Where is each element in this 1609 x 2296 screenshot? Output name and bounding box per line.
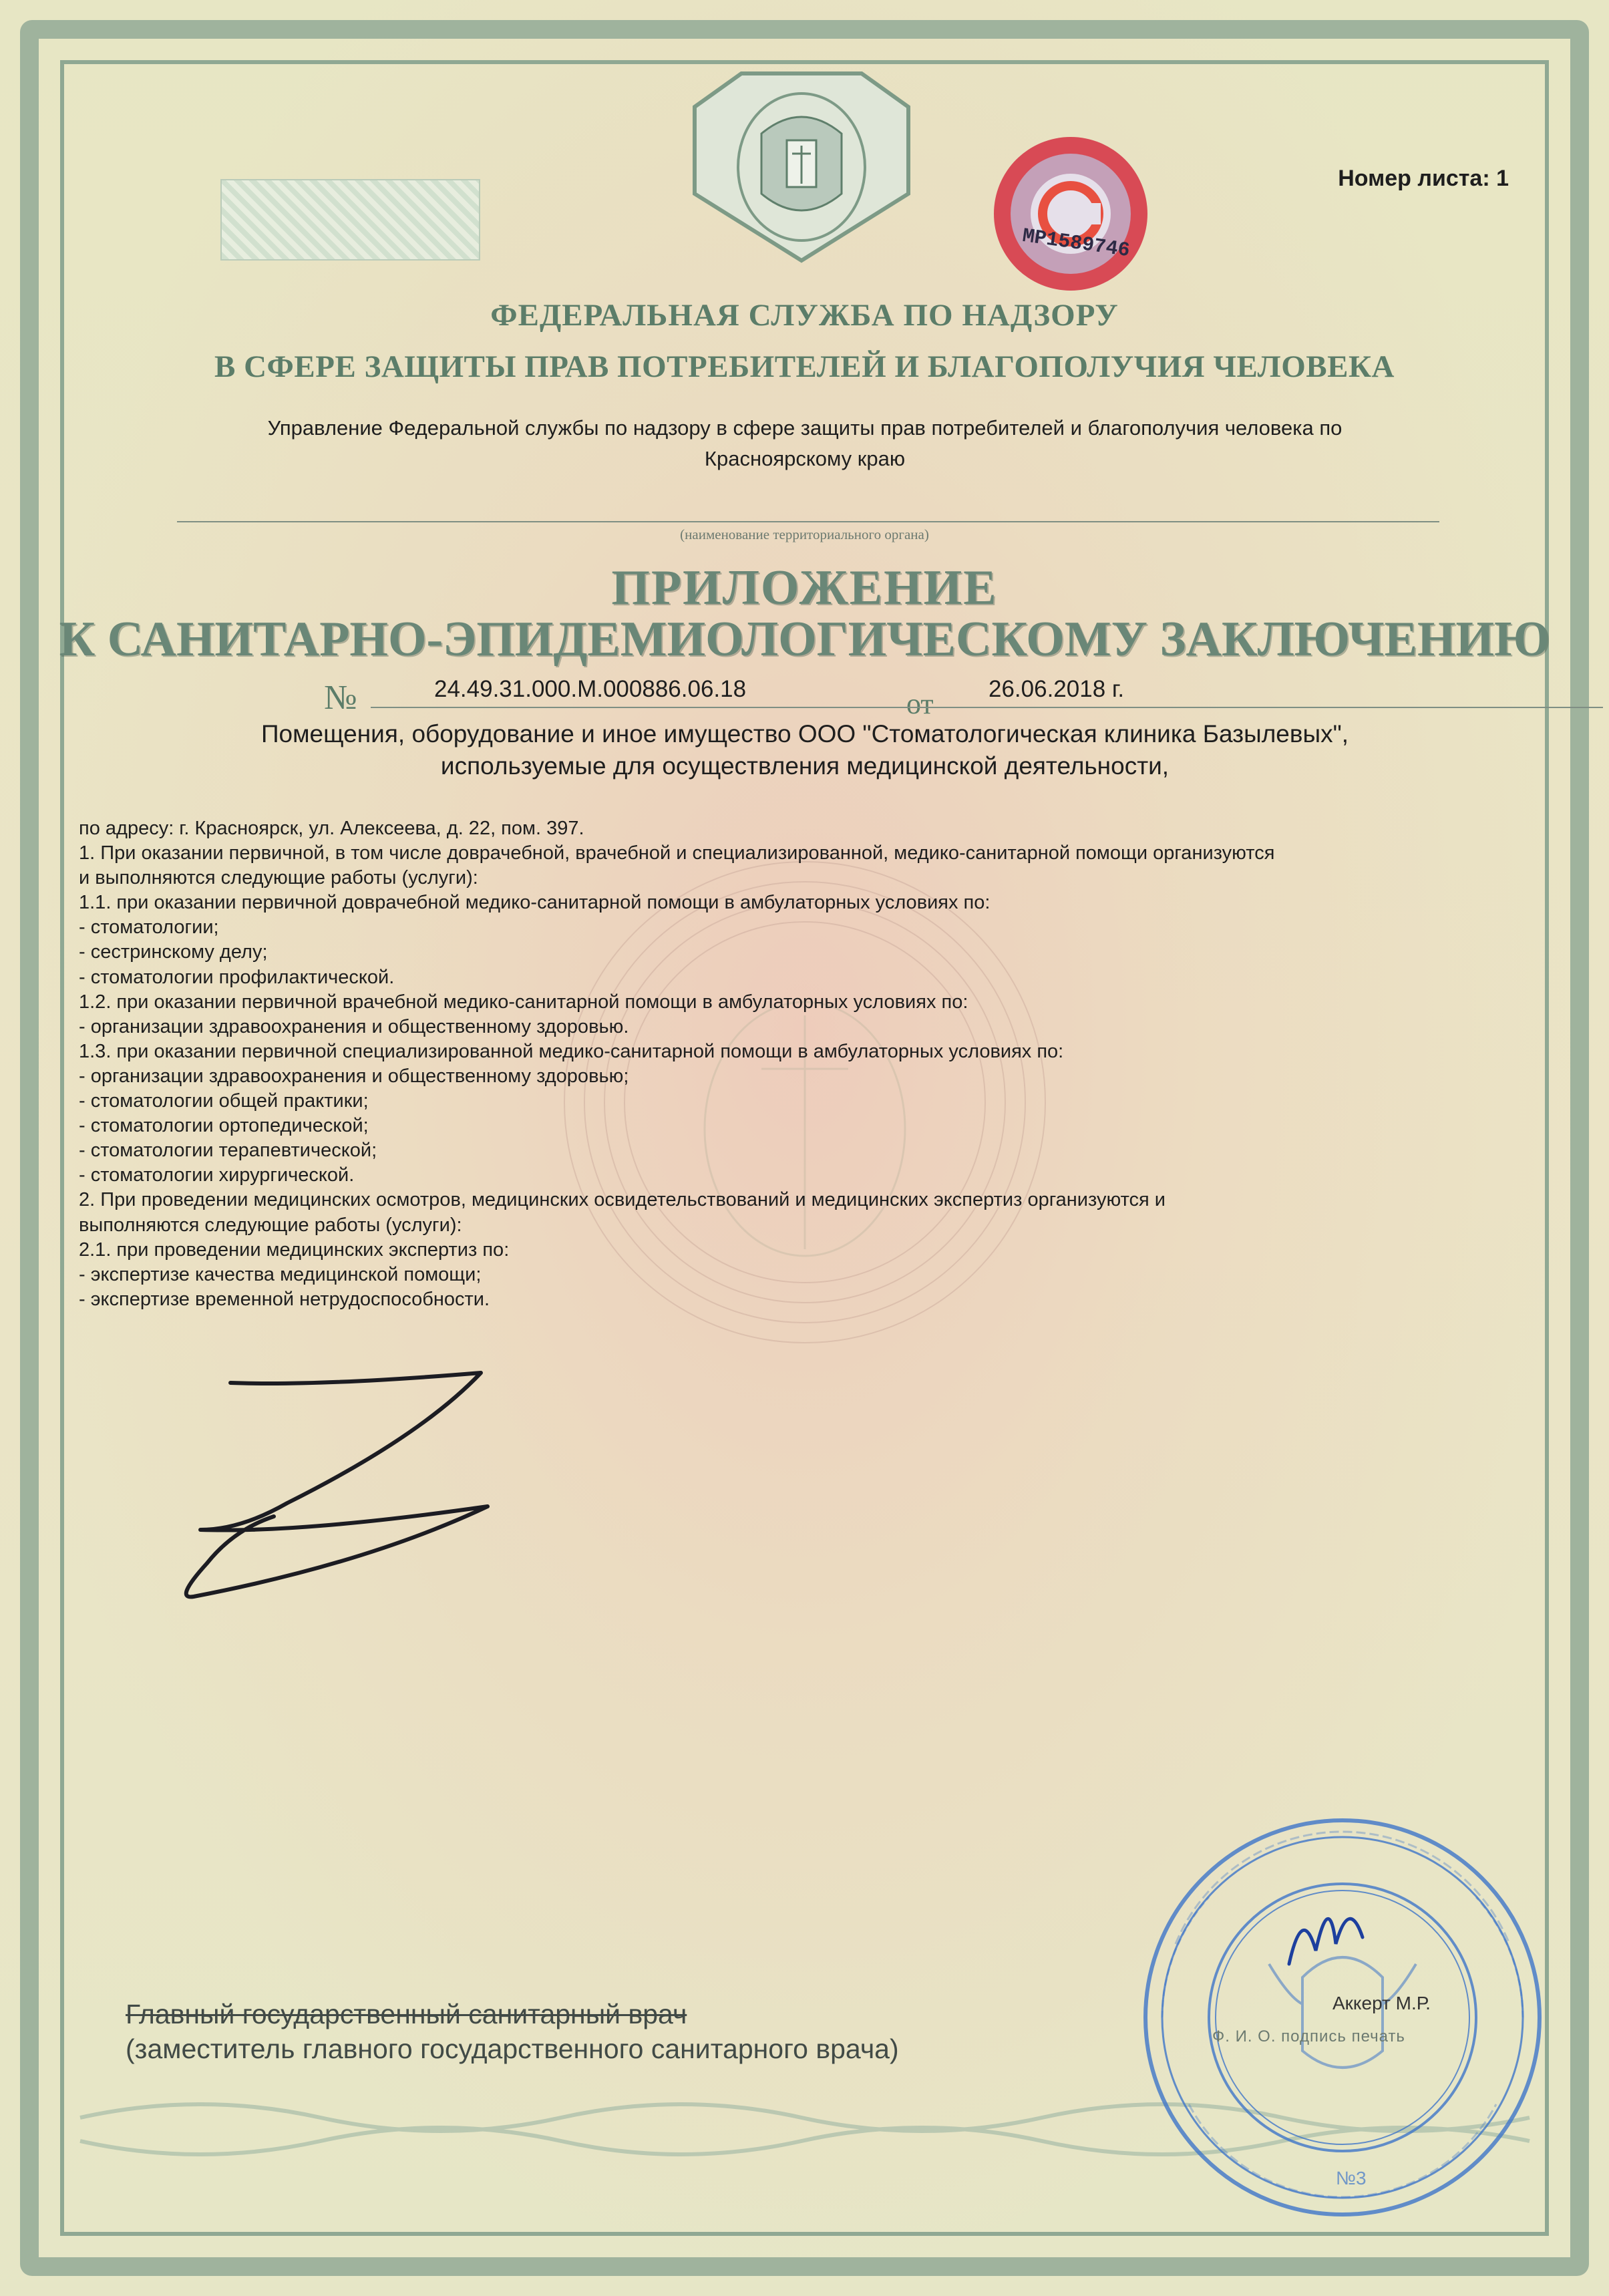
service-line: - экспертизе временной нетрудоспособности. [79, 1288, 490, 1310]
service-line: - организации здравоохранения и общественному здоровью. [79, 1015, 629, 1037]
hologram-number: MP1589746 [1021, 224, 1131, 263]
territorial-department [167, 413, 1443, 474]
service-line: - стоматологии профилактической. [79, 966, 395, 988]
service-line: выполняются следующие работы (услуги): [79, 1214, 462, 1236]
security-hologram-strip [220, 179, 480, 261]
department-line-1: Управление Федеральной службы по надзору в сфере защиты прав потребителей и благополучия человека по [267, 416, 1343, 440]
service-line: - организации здравоохранения и общественному здоровью; [79, 1065, 629, 1087]
service-line: 1.2. при оказании первичной врачебной медико-санитарной помощи в амбулаторных условиях по: [79, 991, 968, 1013]
service-line: 1.1. при оказании первичной доврачебной медико-санитарной помощи в амбулаторных условиях по: [79, 892, 991, 914]
annex-title-line-2: К САНИТАРНО-ЭПИДЕМИОЛОГИЧЕСКОМУ ЗАКЛЮЧЕНИЮ [59, 612, 1550, 667]
official-round-stamp [1135, 1810, 1550, 2225]
service-line: 2.1. при проведении медицинских экспертиз по: [79, 1239, 510, 1261]
coat-of-arms-emblem [681, 60, 922, 267]
signature-caption: Ф. И. О. подпись печать [1212, 2027, 1405, 2045]
service-line: - экспертизе качества медицинской помощи; [79, 1263, 482, 1285]
service-line: 2. При проведении медицинских осмотров, медицинских освидетельствований и медицинских экспертиз организуются и [79, 1189, 1166, 1211]
hologram-seal [991, 134, 1151, 294]
conclusion-date: 26.06.2018 г. [989, 676, 1125, 702]
department-caption: (наименование территориального органа) [680, 526, 929, 542]
annex-title-line-1: ПРИЛОЖЕНИЕ [611, 560, 998, 615]
subject-line-1: Помещения, оборудование и иное имущество ООО "Стоматологическая клиника Базылевых", [260, 720, 1349, 748]
signatory-role-struck: Главный государственный санитарный врач [126, 1999, 687, 2029]
number-mark: № [324, 679, 357, 717]
department-underline [177, 521, 1439, 522]
subject-line-2: используемые для осуществления медицинской деятельности, [440, 752, 1170, 780]
service-line: по адресу: г. Красноярск, ул. Алексеева, д. 22, пом. 397. [79, 818, 584, 839]
agency-title-line-2: В СФЕРЕ ЗАЩИТЫ ПРАВ ПОТРЕБИТЕЛЕЙ И БЛАГОПОЛУЧИЯ ЧЕЛОВЕКА [214, 349, 1395, 384]
subject-statement [134, 718, 1476, 782]
handwritten-signature [167, 1363, 528, 1630]
department-line-2: Красноярскому краю [704, 447, 906, 470]
signatory-name: Аккерт М.Р. [1332, 1993, 1431, 2013]
service-line: - стоматологии хирургической. [79, 1164, 355, 1186]
service-line: - стоматологии терапевтической; [79, 1140, 377, 1162]
services-list [79, 816, 1542, 1312]
signatory-role: (заместитель главного государственного санитарного врача) [126, 2033, 899, 2064]
service-line: - сестринскому делу; [79, 941, 268, 963]
date-mark: от [906, 687, 934, 720]
service-line: - стоматологии; [79, 917, 219, 939]
sheet-number: Номер листа: 1 [1338, 166, 1509, 191]
service-line: - стоматологии ортопедической; [79, 1115, 369, 1137]
conclusion-number: 24.49.31.000.М.000886.06.18 [434, 676, 747, 702]
agency-title-line-1: ФЕДЕРАЛЬНАЯ СЛУЖБА ПО НАДЗОРУ [490, 298, 1119, 333]
service-line: - стоматологии общей практики; [79, 1090, 369, 1112]
service-line: и выполняются следующие работы (услуги): [79, 867, 478, 889]
stamp-number: №3 [1336, 2168, 1367, 2188]
number-underline [371, 707, 1603, 708]
service-line: 1.3. при оказании первичной специализированной медико-санитарной помощи в амбулаторных условиях по: [79, 1040, 1064, 1062]
service-line: 1. При оказании первичной, в том числе доврачебной, врачебной и специализированной, медико-санитарной помощи организуются [79, 842, 1275, 864]
